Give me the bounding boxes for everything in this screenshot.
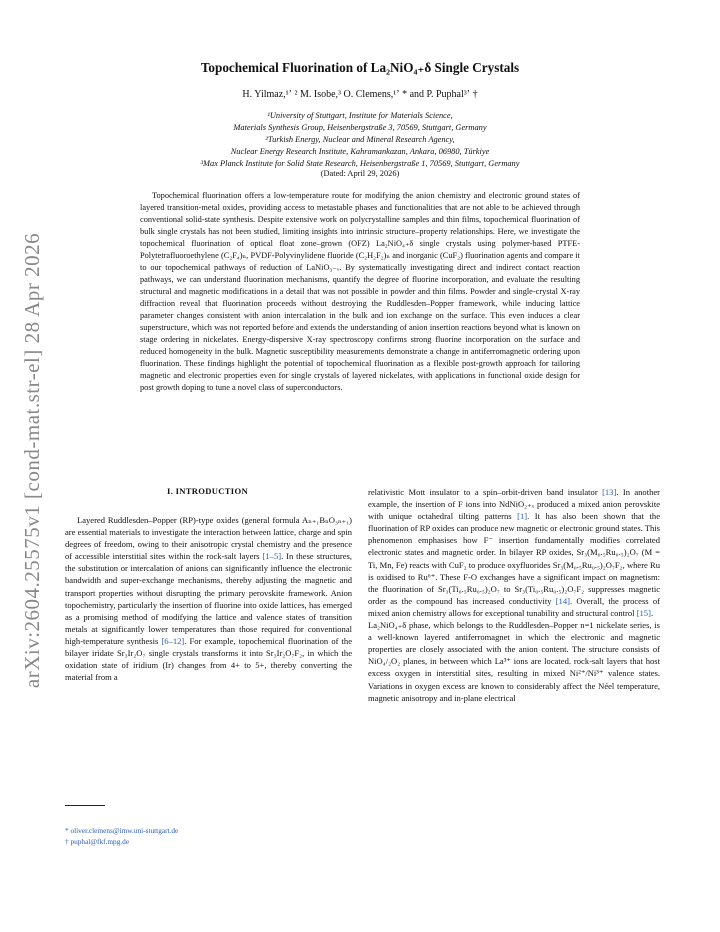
footnote-email-clemens[interactable]: * oliver.clemens@imw.uni-stuttgart.de: [65, 826, 179, 835]
date-line: (Dated: April 29, 2026): [320, 169, 400, 178]
footnotes: [65, 826, 355, 847]
citation-link[interactable]: [14]: [555, 595, 570, 606]
footnote-rule: [65, 805, 105, 806]
affiliation-line: Materials Synthesis Group, Heisenbergstraße 3, 70569, Stuttgart, Germany: [233, 123, 487, 132]
affiliations: [100, 110, 620, 170]
section-heading-introduction: I. INTRODUCTION: [167, 486, 248, 496]
body-text: . For example, topochemical fluorination of the bilayer iridate Sr₃Ir₂O₇ single crystals transforms it into Sr₃Ir₂O₇F₂, in which the oxidation state of iridium (Ir) changes from 4+ to 5+, thereby converting the material from a: [65, 635, 352, 683]
body-text: La₂NiO₄₊δ phase, which belongs to the Ruddlesden–Popper n=1 nickelate series, is a well-known layered antiferromagnet in which the electronic and magnetic properties are closely associated with the anion content. The structure consists of NiO₄/₂O₂ planes, in between which La³⁺ ions are located. rock-salt layers that host excess oxygen in interstitial sites, resulting in mixed Ni²⁺/Ni³⁺ valence states. Variations in oxygen excess are known to considerably affect the Néel temperature, magnetic anisotropy and in-plane electrical: [368, 620, 660, 703]
body-text: . Overall, the process of mixed anion chemistry allows for exceptional tunability and structural control: [368, 595, 660, 618]
affiliation-line: ¹University of Stuttgart, Institute for Materials Science,: [267, 111, 453, 120]
body-text: .: [650, 607, 654, 618]
citation-link[interactable]: [13]: [602, 487, 617, 497]
arxiv-identifier: arXiv:2604.25575v1 [cond-mat.str-el] 28 Apr 2026: [20, 232, 45, 688]
footnote-email-puphal[interactable]: † puphal@fkf.mpg.de: [65, 836, 130, 846]
body-column-left: [65, 514, 352, 683]
affiliation-line: ²Turkish Energy, Nuclear and Mineral Research Agency,: [265, 135, 455, 144]
affiliation-line: Nuclear Energy Research Institute, Kahramankazan, Ankara, 06980, Türkiye: [230, 147, 490, 156]
body-text: Layered Ruddlesden–Popper (RP)-type oxides (general formula Aₙ₊₁BₙO₃ₙ₊₁) are essential materials to investigate the interaction between lattice, charge and spin degrees of freedom, owing to their anisotropic crystal chemistry and the presence of accessible interstitial sites within the rock-salt layers: [65, 515, 352, 562]
body-text: . In another example, the insertion of F ions into NdNiO₂₊ₓ produced a mixed anion perovskite with unique octahedral tilting patterns: [368, 487, 660, 522]
citation-link[interactable]: [1]: [517, 511, 528, 522]
author-list: H. Yilmaz,¹ʼ ² M. Isobe,³ O. Clemens,¹ʼ * and P. Puphal³ʼ †: [242, 89, 478, 100]
body-text: relativistic Mott insulator to a spin–orbit-driven band insulator: [368, 487, 603, 497]
citation-link[interactable]: [1–5]: [262, 551, 282, 562]
body-text: . In these structures, the substitution or intercalation of anions can significantly influence the electronic bandwidth and super-exchange mechanisms, thereby adjusting the magnetic and transport properties without disrupting the primary perovskite framework. Anion topochemistry, particularly the insertion of fluorine into oxide lattices, has emerged as a promising method of modifying the lattice and valence states of transition metals at significantly lower temperatures than those required for conventional high-temperature synthesis: [65, 551, 352, 646]
arxiv-identifier-margin: [8, 180, 58, 740]
abstract: Topochemical fluorination offers a low-temperature route for modifying the anion chemistry and electronic ground states of layered transition-metal oxides, providing access to metastable phases and functionalities that are not able to be achieved through conventional solid-state synthesis. Despite extensive work on polycrystalline samples and thin films, topochemical fluorination of bulk single crystals has not been studied, limiting insights into intrinsic structure–property relationships. Here, we investigate the topochemical fluorination of optical float zone–grown (OFZ) La₂NiO₄₊δ single crystals using polymer-based PTFE-Polytetrafluoroethylene (C₂F₄)ₙ, PVDF-Polyvinylidene fluoride (C₂H₂F₂)ₙ and inorganic (CuF₂) fluorination agents and compare it to our topochemical pathways of reduction of LaNiO₃₋ₓ. By systematically investigating direct and indirect contact reaction pathways, we can understand fluorination mechanisms, quantify the degree of fluorine incorporation, and evaluate the resulting structural and magnetic modifications in a detail that was not possible in powder and thin films. Powder and single-crystal X-ray diffraction reveal that fluorination proceeds without destroying the Ruddlesden–Popper framework, while inducing lattice parameter changes consistent with anion intercalation in the bulk and ion exchange on the surface. This even induces a clear superstructure, which was not reported before and extends the understanding of anion insertion reactions beyond what is known on stage ordering in nickelates. Energy-dispersive X-ray spectroscopy confirms strong fluorine incorporation on the surface and reduced homogeneity in the bulk. Magnetic susceptibility measurements demonstrate a change in antiferromagnetic ordering upon fluorination. These findings highlight the potential of topochemical fluorination as a flexible post-growth approach for tailoring magnetic and electronic properties even for single crystals of layered nickelates, with applications in functional oxide design for post growth doping to tune a novel class of superconductors.: [140, 191, 580, 392]
affiliation-line: ³Max Planck Institute for Solid State Research, Heisenbergstraße 1, 70569, Stuttgart, Germany: [200, 159, 520, 168]
body-column-right: [368, 486, 660, 704]
citation-link[interactable]: [6–12]: [161, 635, 185, 646]
citation-link[interactable]: [15]: [636, 607, 651, 618]
paper-title: Topochemical Fluorination of La₂NiO₄₊δ Single Crystals: [200, 60, 520, 75]
body-text: . It has also been shown that the fluorination of RP oxides can produce new magnetic or electronic ground states. This phenomenon emphasises how F⁻ insertion fundamentally modifies correlated electronic states and magnetic order. In bilayer RP oxides, Sr₃(M₀.₅Ru₀.₅)₂O₇ (M = Ti, Mn, Fe) reacts with CuF₂ to produce oxyfluorides Sr₃(M₀.₅Ru₀.₅)₂O₇F₂, where Ru is oxidised to Ru⁶⁺. These F-O exchanges have a significant impact on magnetism: the fluorination of Sr₃(Ti₀.₅Ru₀.₅)₂O₇ to Sr₃(Ti₀.₅Ru₀.₅)₂O₇F₂ suppresses magnetic order as the compound has increased conductivity: [368, 511, 660, 606]
